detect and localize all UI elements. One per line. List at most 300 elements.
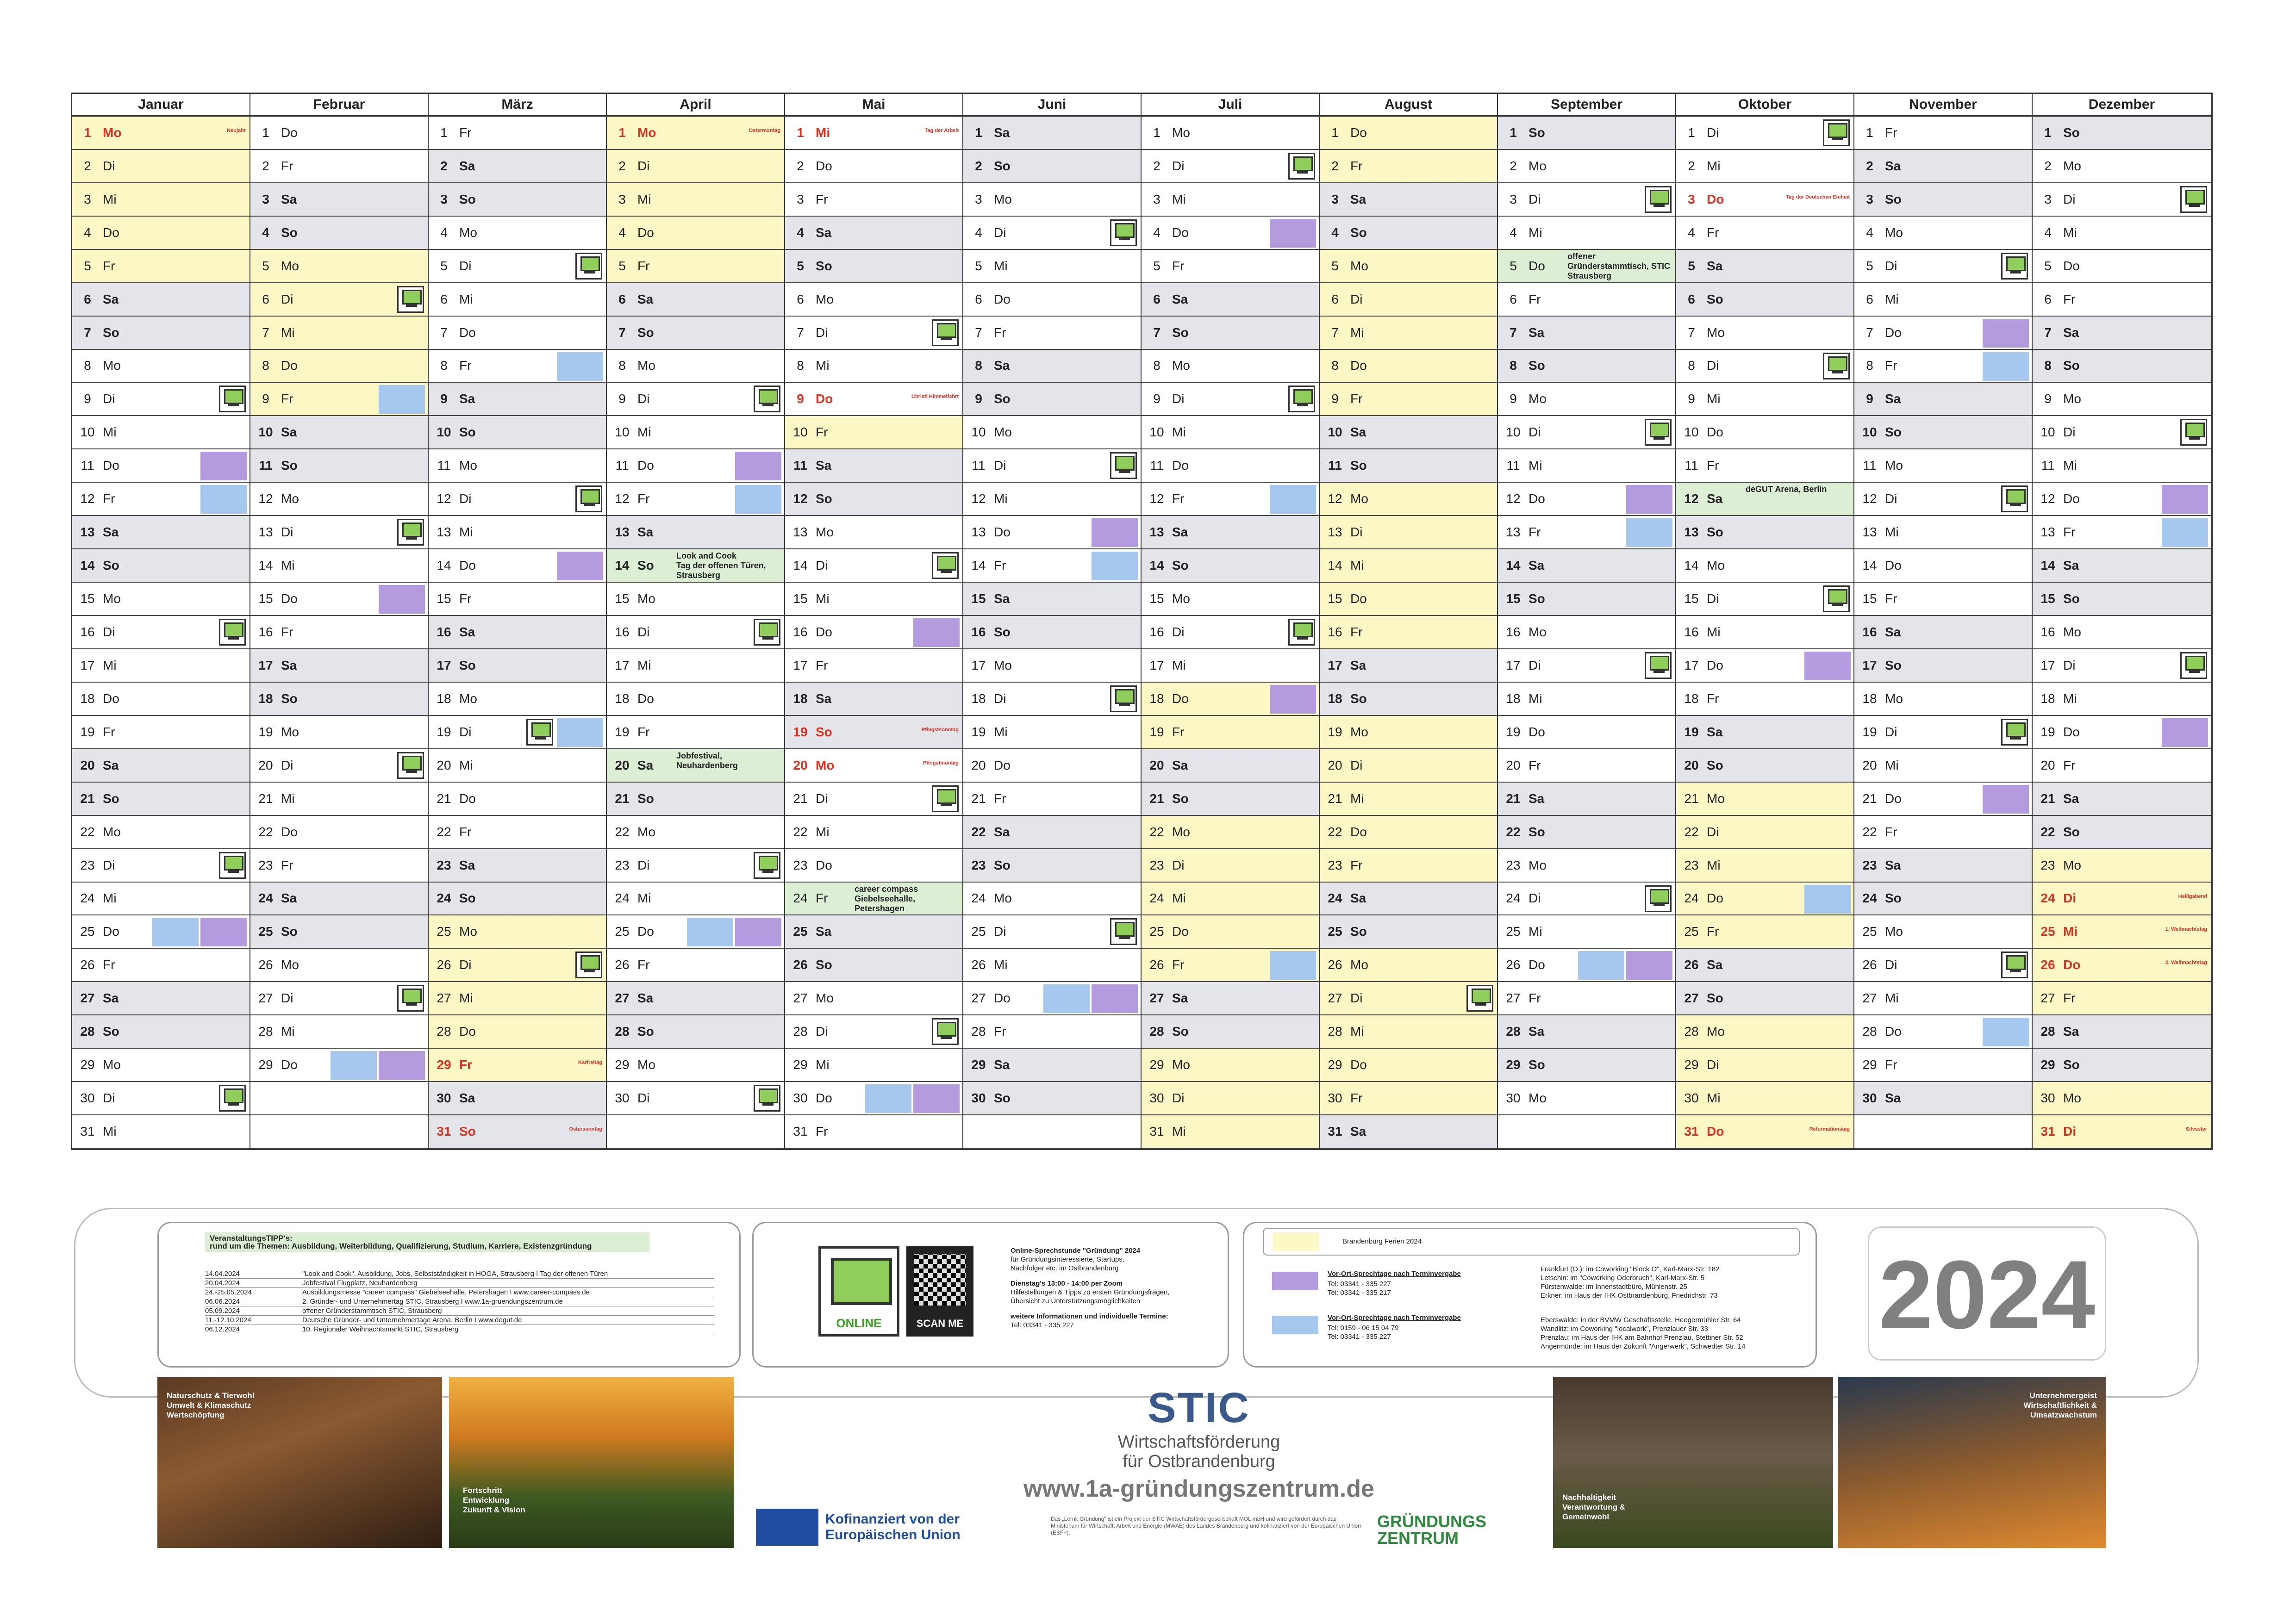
day-cell (1854, 982, 2032, 1015)
weekday-name: Fr (1350, 158, 1363, 173)
day-cell (1142, 649, 1319, 683)
weekday-name: Mo (2063, 392, 2081, 406)
weekday-name: So (994, 1091, 1011, 1106)
weekday-name: Di (103, 392, 115, 406)
day-number: 26 (1506, 958, 1521, 972)
weekday-name: So (281, 691, 298, 706)
day-number: 17 (2040, 658, 2055, 672)
month-column-dezember (2033, 94, 2211, 1149)
legend-ferien-text: Brandenburg Ferien 2024 (1342, 1237, 1422, 1245)
day-number: 25 (793, 924, 808, 939)
day-cell (1498, 849, 1675, 883)
day-cell (2033, 383, 2211, 416)
day-cell (1142, 350, 1319, 383)
day-cell (1854, 549, 2032, 583)
day-cell (607, 749, 784, 783)
weekday-name: Mo (1885, 458, 1903, 473)
day-cell (1142, 783, 1319, 816)
day-number: 17 (1328, 658, 1342, 672)
online-consultation-icon (1645, 419, 1672, 446)
day-number: 2 (1866, 158, 1873, 173)
day-number: 16 (1862, 624, 1877, 639)
weekday-name: Mi (1707, 392, 1721, 406)
online-consultation-icon (2180, 419, 2207, 446)
weekday-name: Do (816, 392, 833, 406)
day-number: 15 (1862, 591, 1877, 606)
day-number: 12 (1862, 491, 1877, 506)
day-cell (1320, 150, 1497, 183)
weekday-name: Mi (637, 192, 651, 206)
weekday-name: Fr (816, 192, 828, 206)
weekday-name: Mo (816, 292, 834, 306)
weekday-name: Sa (1707, 958, 1723, 972)
event-tips-list (205, 1269, 714, 1334)
day-number: 27 (1149, 991, 1164, 1006)
day-number: 18 (1862, 691, 1877, 706)
weekday-name: Do (637, 458, 654, 473)
day-number: 12 (971, 491, 986, 506)
day-cell (2033, 183, 2211, 217)
weekday-name: Sa (103, 758, 119, 772)
sprechtag-purple-tag (200, 918, 247, 946)
day-number: 9 (2044, 392, 2052, 406)
day-number: 18 (615, 691, 630, 706)
day-cell (963, 583, 1141, 616)
day-number: 6 (975, 292, 982, 306)
day-cell (429, 117, 606, 150)
day-cell (72, 350, 250, 383)
day-cell (1854, 350, 2032, 383)
day-cell (72, 883, 250, 916)
weekday-name: Fr (281, 392, 293, 406)
weekday-name: Di (1172, 392, 1185, 406)
weekday-name: Mi (1707, 858, 1721, 872)
weekday-name: Mo (1350, 958, 1368, 972)
day-number: 24 (258, 891, 273, 906)
day-cell (607, 583, 784, 616)
day-number: 21 (437, 791, 451, 806)
day-cell (1676, 516, 1853, 549)
weekday-name: Mo (1885, 924, 1903, 939)
weekday-name: Fr (459, 125, 472, 140)
day-empty (607, 1115, 784, 1149)
day-cell (963, 616, 1141, 649)
weekday-name: So (103, 791, 119, 806)
day-cell (1142, 416, 1319, 449)
day-cell (963, 217, 1141, 250)
weekday-name: Di (637, 158, 650, 173)
event-label: Look and Cook Tag der offenen Türen, Strausberg (676, 551, 766, 580)
day-cell (607, 716, 784, 749)
day-cell (785, 915, 962, 949)
day-cell (1320, 716, 1497, 749)
weekday-name: So (281, 458, 298, 473)
day-cell (1498, 783, 1675, 816)
day-cell (429, 549, 606, 583)
day-cell (72, 217, 250, 250)
day-cell (963, 849, 1141, 883)
weekday-name: Sa (994, 358, 1010, 373)
day-cell (72, 317, 250, 350)
day-number: 20 (615, 758, 630, 772)
day-number: 18 (971, 691, 986, 706)
weekday-name: Di (1707, 358, 1719, 373)
day-number: 25 (615, 924, 630, 939)
day-cell (963, 1015, 1141, 1049)
day-cell (1320, 749, 1497, 783)
day-number: 27 (1328, 991, 1342, 1006)
weekday-name: So (1529, 824, 1545, 839)
day-number: 1 (1510, 125, 1517, 140)
day-cell (1142, 250, 1319, 283)
day-number: 29 (1684, 1057, 1699, 1072)
day-cell (963, 516, 1141, 549)
holiday-label: Heiligabend (2178, 893, 2207, 899)
day-number: 24 (971, 891, 986, 906)
day-number: 29 (1862, 1057, 1877, 1072)
day-cell (1854, 1049, 2032, 1082)
day-number: 8 (2044, 358, 2052, 373)
weekday-name: So (816, 724, 832, 739)
weekday-name: So (816, 258, 832, 273)
weekday-name: Mi (103, 891, 117, 906)
day-number: 21 (793, 791, 808, 806)
day-cell (785, 117, 962, 150)
day-number: 26 (1684, 958, 1699, 972)
sprechtag-purple-tag (1270, 685, 1316, 714)
day-number: 21 (1862, 791, 1877, 806)
online-consultation-box (752, 1222, 1229, 1368)
day-cell (1498, 1082, 1675, 1115)
weekday-name: Sa (281, 891, 297, 906)
day-cell (429, 416, 606, 449)
day-cell (1142, 1082, 1319, 1115)
weekday-name: Fr (103, 958, 115, 972)
sprechtag-purple-tag (913, 618, 960, 647)
sprechtag-blue-tag (2162, 518, 2208, 547)
online-consultation-icon (575, 951, 602, 978)
day-number: 16 (615, 624, 630, 639)
weekday-name: Do (1885, 1024, 1902, 1039)
day-cell (1142, 383, 1319, 416)
weekday-name: Sa (1172, 758, 1188, 772)
day-cell (429, 849, 606, 883)
day-number: 16 (80, 624, 95, 639)
day-number: 16 (1506, 624, 1521, 639)
day-cell (1142, 1015, 1319, 1049)
event-tip-date: 06.12.2024 (205, 1325, 240, 1333)
day-cell (1498, 616, 1675, 649)
day-number: 14 (437, 558, 451, 573)
day-cell (1320, 317, 1497, 350)
day-cell (1320, 250, 1497, 283)
day-number: 30 (80, 1091, 95, 1106)
day-number: 16 (258, 624, 273, 639)
day-number: 5 (797, 258, 804, 273)
day-cell (250, 1015, 428, 1049)
day-cell (963, 1082, 1141, 1115)
day-number: 24 (2040, 891, 2055, 906)
day-cell (1142, 583, 1319, 616)
day-number: 1 (2044, 125, 2052, 140)
day-number: 21 (1328, 791, 1342, 806)
weekday-name: Do (637, 225, 654, 240)
online-consultation-icon (1645, 652, 1672, 679)
day-number: 2 (618, 158, 626, 173)
weekday-name: Di (994, 924, 1006, 939)
online-consultation-icon (2001, 253, 2028, 280)
day-number: 5 (975, 258, 982, 273)
sprechtag-blue-tag (1270, 951, 1316, 980)
online-consultation-icon (575, 253, 602, 280)
weekday-name: So (1885, 658, 1902, 672)
day-cell (72, 616, 250, 649)
weekday-name: Fr (103, 258, 115, 273)
event-tip-text: Jobfestival Flugplatz, Neuhardenberg (302, 1279, 418, 1287)
day-number: 24 (1328, 891, 1342, 906)
event-label: Jobfestival, Neuhardenberg (676, 751, 738, 770)
day-cell (1854, 883, 2032, 916)
day-number: 19 (615, 724, 630, 739)
day-cell (1676, 816, 1853, 849)
day-number: 9 (975, 392, 982, 406)
weekday-name: Do (1172, 924, 1189, 939)
weekday-name: So (994, 158, 1011, 173)
day-cell (2033, 317, 2211, 350)
weekday-name: Mo (1529, 624, 1547, 639)
weekday-name: Di (459, 491, 472, 506)
day-number: 22 (1149, 824, 1164, 839)
day-cell (1498, 416, 1675, 449)
online-consultation-icon (754, 619, 780, 646)
weekday-name: So (994, 624, 1011, 639)
weekday-name: Di (1172, 624, 1185, 639)
weekday-name: Sa (816, 924, 832, 939)
qr-code[interactable] (906, 1246, 973, 1337)
day-cell (2033, 1049, 2211, 1082)
day-cell (1676, 883, 1853, 916)
day-number: 31 (793, 1124, 808, 1139)
day-number: 11 (972, 458, 986, 473)
weekday-name: Mo (459, 225, 477, 240)
weekday-name: Sa (994, 824, 1010, 839)
online-text-line: Tel: 03341 - 335 227 (1011, 1321, 1074, 1329)
day-cell (1142, 683, 1319, 716)
weekday-name: So (1172, 325, 1189, 340)
day-number: 21 (2040, 791, 2055, 806)
day-number: 23 (437, 858, 451, 872)
ferien-swatch (1273, 1232, 1319, 1251)
day-cell (250, 982, 428, 1015)
online-consultation-icon (1110, 219, 1137, 246)
event-label: offener Gründerstammtisch, STIC Strausberg (1567, 251, 1671, 280)
day-cell (963, 117, 1141, 150)
day-number: 12 (2040, 491, 2055, 506)
weekday-name: Sa (2063, 558, 2079, 573)
day-number: 26 (80, 958, 95, 972)
day-cell (963, 183, 1141, 217)
online-consultation-text (1011, 1246, 1214, 1330)
day-number: 12 (1506, 491, 1521, 506)
day-number: 17 (793, 658, 808, 672)
day-cell (1676, 483, 1853, 516)
day-number: 14 (1328, 558, 1342, 573)
day-number: 7 (2044, 325, 2052, 340)
day-cell (1676, 982, 1853, 1015)
day-cell (1854, 250, 2032, 283)
day-number: 8 (1866, 358, 1873, 373)
online-consultation-icon (932, 1018, 959, 1045)
day-number: 24 (1684, 891, 1699, 906)
day-cell (1498, 250, 1675, 283)
weekday-name: So (1885, 891, 1902, 906)
day-number: 30 (2040, 1091, 2055, 1106)
weekday-name: Mi (2063, 458, 2077, 473)
day-cell (2033, 217, 2211, 250)
weekday-name: Mo (1172, 591, 1190, 606)
day-cell (1676, 117, 1853, 150)
weekday-name: Do (459, 325, 476, 340)
day-cell (607, 1015, 784, 1049)
day-cell (1142, 483, 1319, 516)
weekday-name: Mi (1885, 758, 1899, 772)
day-number: 20 (971, 758, 986, 772)
weekday-name: Sa (1885, 624, 1901, 639)
day-number: 16 (2040, 624, 2055, 639)
day-cell (72, 816, 250, 849)
day-cell (607, 1082, 784, 1115)
day-cell (963, 350, 1141, 383)
day-number: 8 (440, 358, 448, 373)
weekday-name: Do (281, 125, 298, 140)
weekday-name: So (1529, 1057, 1545, 1072)
weekday-name: Fr (1172, 958, 1185, 972)
eu-flag-icon (756, 1509, 818, 1546)
day-number: 1 (1866, 125, 1873, 140)
holiday-label: Pfingstsonntag (921, 727, 959, 733)
day-cell (250, 616, 428, 649)
day-cell (607, 317, 784, 350)
weekday-name: Mo (2063, 1091, 2081, 1106)
online-consultation-icon (1823, 119, 1850, 146)
day-number: 28 (615, 1024, 630, 1039)
day-number: 29 (793, 1057, 808, 1072)
weekday-name: Fr (637, 724, 650, 739)
weekday-name: Mo (2063, 624, 2081, 639)
weekday-name: Fr (1529, 991, 1541, 1006)
sprechtag-purple-tag (200, 452, 247, 480)
day-cell (429, 915, 606, 949)
day-cell (785, 849, 962, 883)
day-cell (250, 949, 428, 982)
event-label: deGUT Arena, Berlin (1746, 485, 1827, 494)
online-text-line: Nachfolger etc. im Ostbrandenburg (1011, 1264, 1119, 1272)
day-cell (429, 883, 606, 916)
weekday-name: Fr (1529, 525, 1541, 540)
day-cell (785, 716, 962, 749)
day-cell (1676, 217, 1853, 250)
day-number: 22 (258, 824, 273, 839)
day-cell (1854, 716, 2032, 749)
weekday-name: Mi (2063, 691, 2077, 706)
day-number: 28 (1149, 1024, 1164, 1039)
day-number: 14 (1684, 558, 1699, 573)
day-number: 15 (793, 591, 808, 606)
online-text-line: Dienstag's 13:00 - 14:00 per Zoom (1011, 1280, 1123, 1287)
weekday-name: So (1350, 924, 1367, 939)
weekday-name: Sa (103, 292, 119, 306)
day-cell (963, 915, 1141, 949)
day-number: 14 (80, 558, 95, 573)
day-number: 20 (80, 758, 95, 772)
weekday-name: Sa (1707, 258, 1723, 273)
weekday-name: Fr (1350, 392, 1363, 406)
day-number: 13 (1862, 525, 1877, 540)
online-consultation-icon (2180, 186, 2207, 213)
weekday-name: Di (816, 558, 828, 573)
event-tip-text: 2. Gründer- und Unternehmertag STIC, Strausberg I www.1a-gruendungszentrum.de (302, 1298, 563, 1306)
day-cell (1320, 416, 1497, 449)
day-number: 11 (259, 458, 273, 473)
weekday-name: Sa (281, 425, 297, 440)
day-number: 5 (1331, 258, 1339, 273)
photo-seedling-caption: Nachhaltigkeit Verantwortung & Gemeinwohl (1562, 1493, 1626, 1521)
day-number: 3 (84, 192, 91, 206)
weekday-name: Mi (1172, 192, 1186, 206)
day-cell (785, 150, 962, 183)
day-number: 7 (618, 325, 626, 340)
event-tip-row (205, 1279, 714, 1288)
day-cell (2033, 250, 2211, 283)
day-number: 30 (1862, 1091, 1877, 1106)
day-cell (1498, 749, 1675, 783)
weekday-name: So (1172, 1024, 1189, 1039)
day-number: 13 (1328, 525, 1342, 540)
day-number: 13 (971, 525, 986, 540)
day-number: 11 (615, 458, 629, 473)
day-cell (1498, 317, 1675, 350)
weekday-name: Fr (1172, 258, 1185, 273)
event-tip-text: Deutsche Gründer- und Unternehmertage Arena, Berlin I www.degut.de (302, 1316, 522, 1324)
day-number: 26 (437, 958, 451, 972)
sprechtag-blue-tag (1983, 1018, 2029, 1046)
day-number: 14 (2040, 558, 2055, 573)
day-number: 16 (1149, 624, 1164, 639)
weekday-name: Do (1172, 458, 1189, 473)
day-number: 19 (971, 724, 986, 739)
website-url[interactable]: www.1a-gründungszentrum.de (1023, 1475, 1374, 1502)
day-number: 9 (618, 392, 626, 406)
event-tip-row (205, 1297, 714, 1306)
sprechtag-purple-tag (2162, 718, 2208, 747)
day-number: 18 (80, 691, 95, 706)
weekday-name: Do (637, 924, 654, 939)
sprechtag-purple-tag (1092, 518, 1138, 547)
weekday-name: Mi (1529, 691, 1542, 706)
day-number: 18 (1684, 691, 1699, 706)
weekday-name: Mo (459, 924, 477, 939)
day-number: 26 (258, 958, 273, 972)
day-cell (1320, 1115, 1497, 1149)
day-cell (607, 783, 784, 816)
event-tips-title: VeranstaltungsTIPP's: rund um die Themen: Ausbildung, Weiterbildung, Qualifizierung, Studium, Karriere, Existenzgründung (205, 1232, 649, 1252)
day-number: 30 (793, 1091, 808, 1106)
day-number: 4 (1153, 225, 1160, 240)
day-number: 19 (1684, 724, 1699, 739)
weekday-name: Mo (1529, 858, 1547, 872)
day-number: 18 (1506, 691, 1521, 706)
weekday-name: Mo (103, 125, 122, 140)
